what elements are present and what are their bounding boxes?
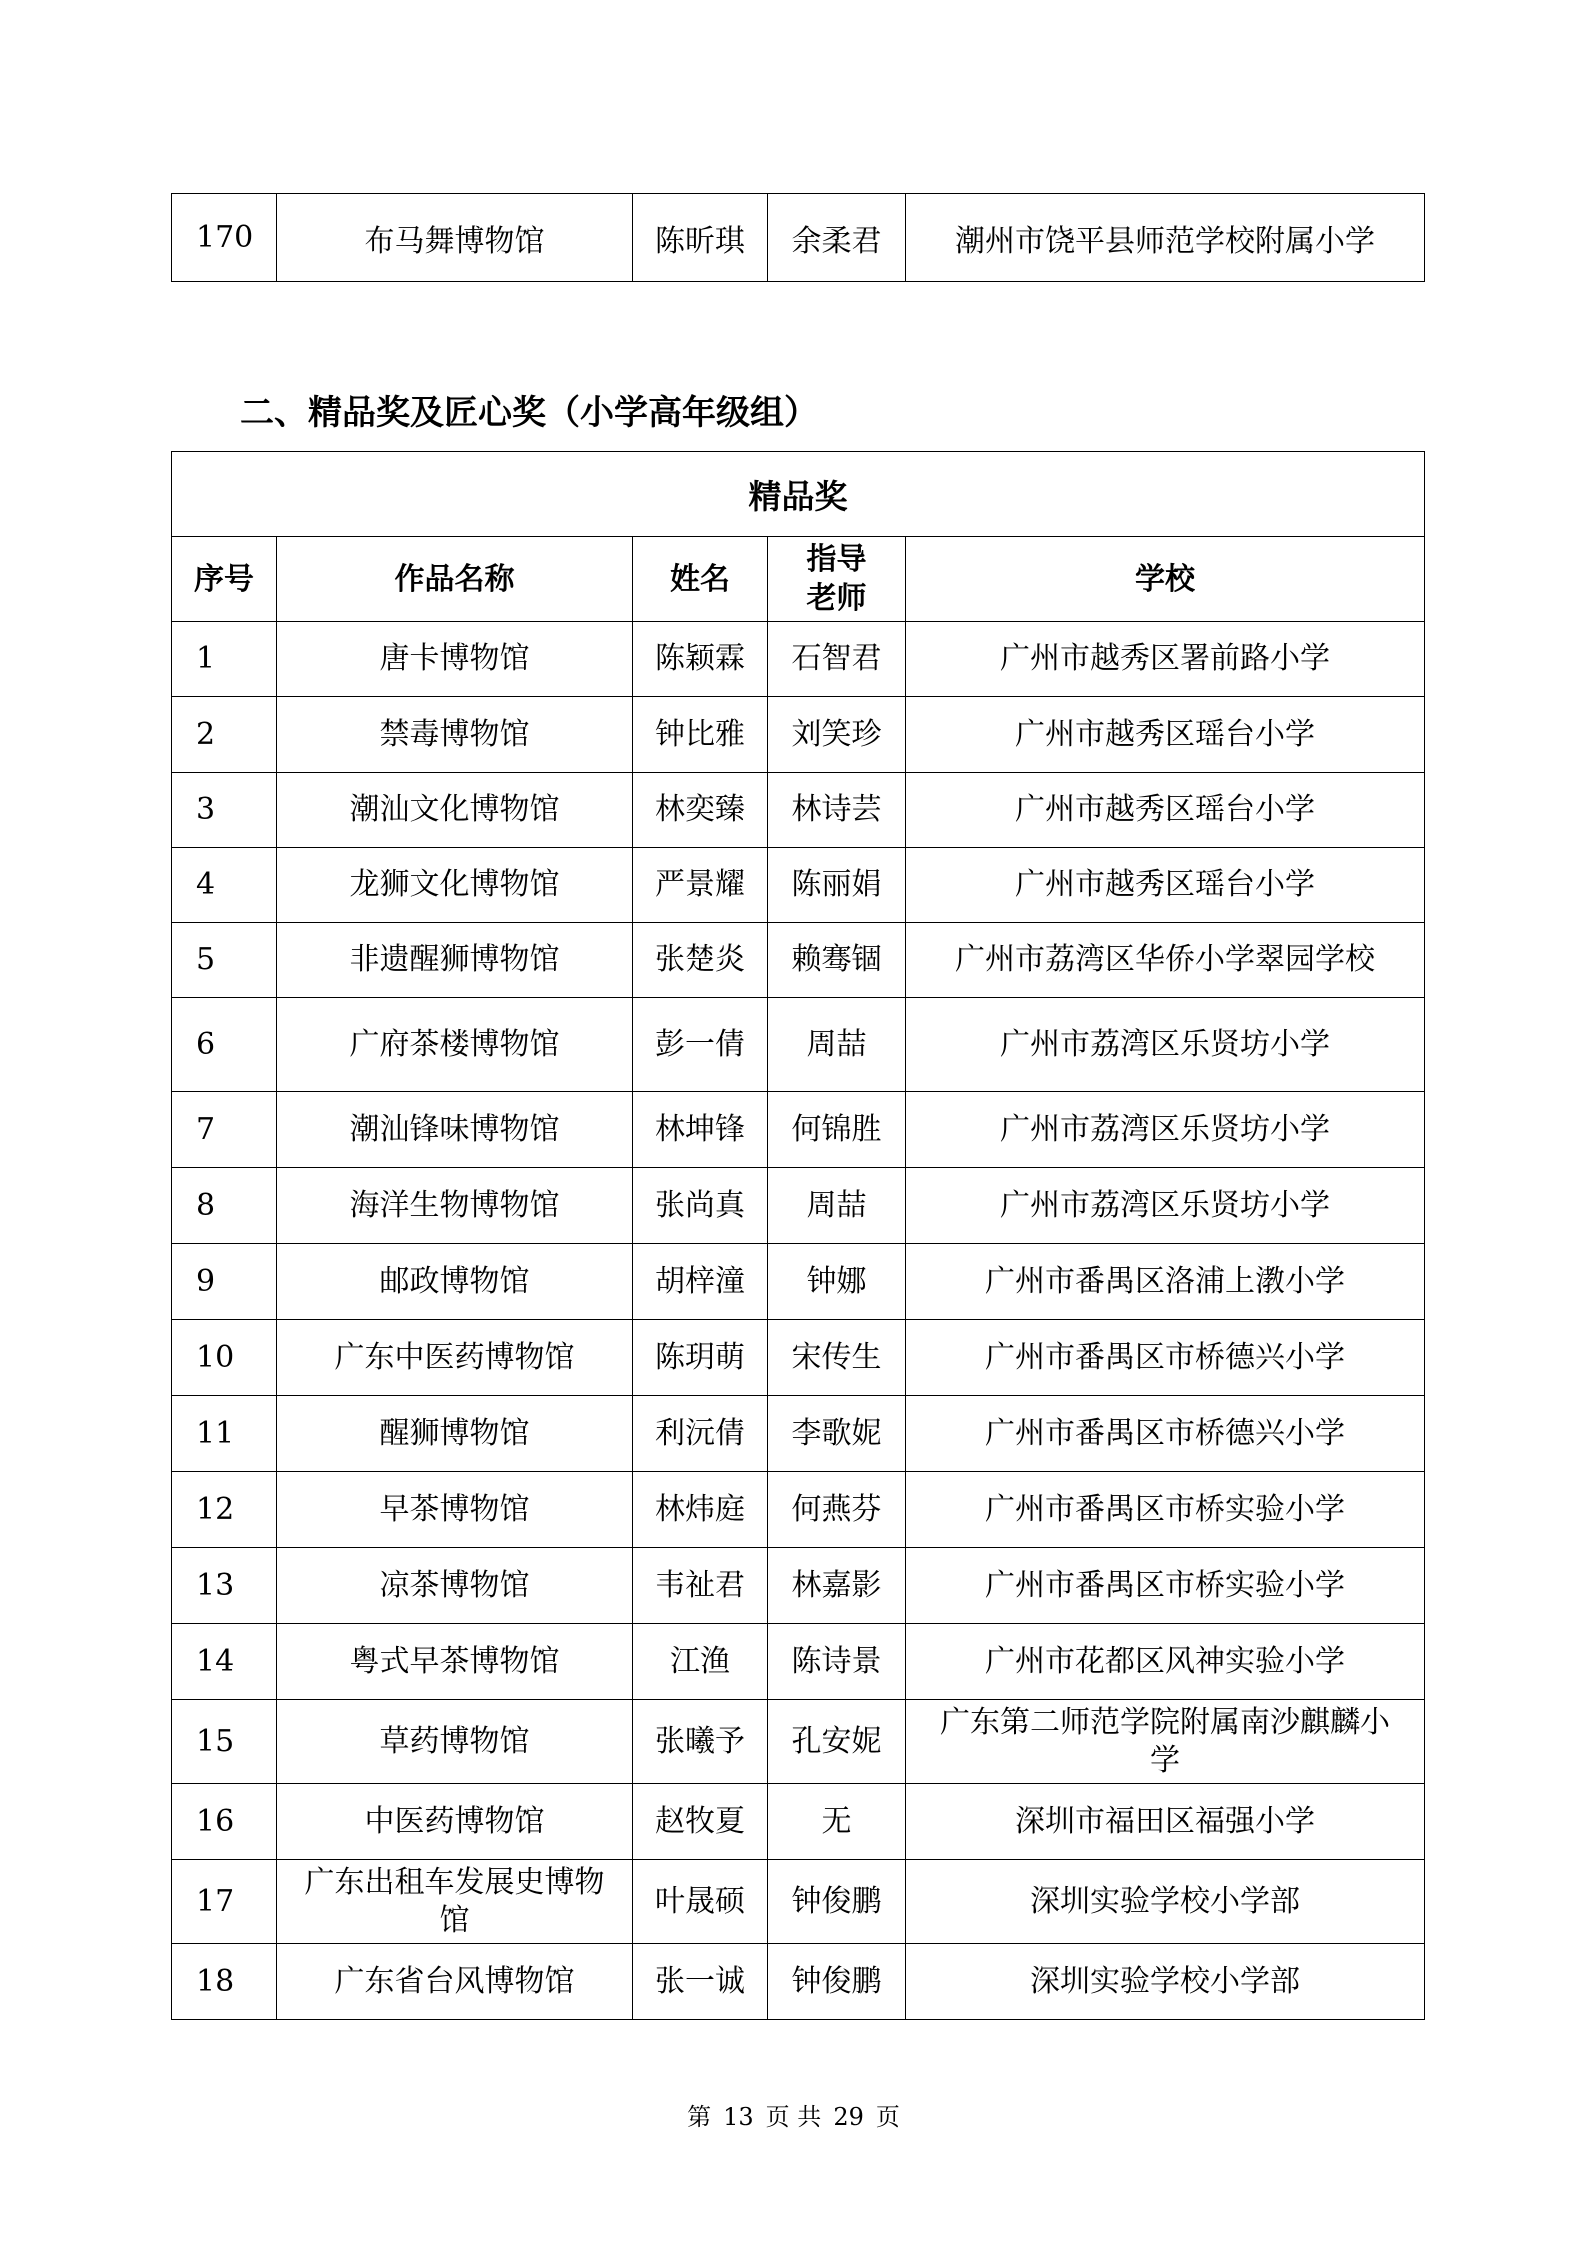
cell-teacher: 钟俊鹏 xyxy=(768,1944,906,2020)
award-table xyxy=(171,451,1425,2020)
footer-total-pages: 29 xyxy=(833,2103,864,2131)
cell-name: 彭一倩 xyxy=(633,998,768,1092)
cell-work: 粤式早茶博物馆 xyxy=(277,1624,633,1700)
cell-work: 中医药博物馆 xyxy=(277,1784,633,1860)
cell-teacher: 赖骞锢 xyxy=(768,923,906,998)
footer-suffix: 页 xyxy=(875,2103,900,2131)
header-no: 序号 xyxy=(172,537,277,622)
cell-name: 陈颖霖 xyxy=(633,622,768,697)
cell-school: 广州市越秀区瑶台小学 xyxy=(906,848,1425,923)
header-work: 作品名称 xyxy=(277,537,633,622)
column-header-row xyxy=(172,537,1425,622)
cell-name: 张尚真 xyxy=(633,1168,768,1244)
cell-work: 广东中医药博物馆 xyxy=(277,1320,633,1396)
cell-school: 深圳实验学校小学部 xyxy=(906,1860,1425,1944)
footer-page-number: 13 xyxy=(723,2103,754,2131)
cell-teacher: 孔安妮 xyxy=(768,1700,906,1784)
cell-name: 林奕臻 xyxy=(633,773,768,848)
cell-no: 170 xyxy=(172,194,277,282)
table-row xyxy=(172,923,1425,998)
cell-work: 广东省台风博物馆 xyxy=(277,1944,633,2020)
cell-school: 广州市越秀区署前路小学 xyxy=(906,622,1425,697)
cell-no: 16 xyxy=(172,1784,277,1860)
table-row xyxy=(172,1784,1425,1860)
award-table-body xyxy=(172,622,1425,2020)
cell-name: 张一诚 xyxy=(633,1944,768,2020)
cell-name: 利沅倩 xyxy=(633,1396,768,1472)
cell-teacher: 宋传生 xyxy=(768,1320,906,1396)
cell-teacher: 陈丽娟 xyxy=(768,848,906,923)
table-row xyxy=(172,194,1425,282)
previous-table-continuation xyxy=(171,193,1425,282)
table-row xyxy=(172,697,1425,773)
cell-name: 陈昕琪 xyxy=(633,194,768,282)
cell-name: 叶晟硕 xyxy=(633,1860,768,1944)
cell-no: 17 xyxy=(172,1860,277,1944)
cell-school: 广州市番禺区洛浦上漖小学 xyxy=(906,1244,1425,1320)
cell-teacher: 周喆 xyxy=(768,1168,906,1244)
table-row xyxy=(172,1396,1425,1472)
award-title-row xyxy=(172,452,1425,537)
cell-school: 广州市番禺区市桥实验小学 xyxy=(906,1548,1425,1624)
cell-school: 广州市番禺区市桥实验小学 xyxy=(906,1472,1425,1548)
cell-school: 潮州市饶平县师范学校附属小学 xyxy=(906,194,1425,282)
table-row xyxy=(172,1624,1425,1700)
cell-name: 林坤锋 xyxy=(633,1092,768,1168)
cell-name: 严景耀 xyxy=(633,848,768,923)
cell-work: 布马舞博物馆 xyxy=(277,194,633,282)
table-row xyxy=(172,998,1425,1092)
cell-school: 广州市荔湾区乐贤坊小学 xyxy=(906,1168,1425,1244)
cell-teacher: 石智君 xyxy=(768,622,906,697)
cell-no: 2 xyxy=(172,697,277,773)
cell-name: 张楚炎 xyxy=(633,923,768,998)
section-heading: 二、精品奖及匠心奖（小学高年级组） xyxy=(240,393,818,433)
cell-no: 18 xyxy=(172,1944,277,2020)
cell-name: 韦祉君 xyxy=(633,1548,768,1624)
cell-no: 9 xyxy=(172,1244,277,1320)
table-row xyxy=(172,1168,1425,1244)
cell-school: 广州市荔湾区乐贤坊小学 xyxy=(906,1092,1425,1168)
cell-no: 3 xyxy=(172,773,277,848)
cell-teacher: 李歌妮 xyxy=(768,1396,906,1472)
cell-work: 潮汕锋味博物馆 xyxy=(277,1092,633,1168)
cell-no: 8 xyxy=(172,1168,277,1244)
cell-school: 深圳市福田区福强小学 xyxy=(906,1784,1425,1860)
cell-school: 广州市番禺区市桥德兴小学 xyxy=(906,1396,1425,1472)
cell-teacher: 余柔君 xyxy=(768,194,906,282)
cell-work: 广府茶楼博物馆 xyxy=(277,998,633,1092)
cell-work: 潮汕文化博物馆 xyxy=(277,773,633,848)
cell-school: 广州市荔湾区华侨小学翠园学校 xyxy=(906,923,1425,998)
cell-teacher: 刘笑珍 xyxy=(768,697,906,773)
cell-work: 龙狮文化博物馆 xyxy=(277,848,633,923)
cell-teacher: 陈诗景 xyxy=(768,1624,906,1700)
cell-work: 醒狮博物馆 xyxy=(277,1396,633,1472)
cell-school: 广州市番禺区市桥德兴小学 xyxy=(906,1320,1425,1396)
table-row xyxy=(172,1860,1425,1944)
table-row xyxy=(172,1548,1425,1624)
cell-name: 江渔 xyxy=(633,1624,768,1700)
header-teacher xyxy=(768,537,906,622)
cell-teacher: 何锦胜 xyxy=(768,1092,906,1168)
cell-name: 胡梓潼 xyxy=(633,1244,768,1320)
award-title: 精品奖 xyxy=(172,452,1425,537)
table-row xyxy=(172,848,1425,923)
cell-teacher: 林诗芸 xyxy=(768,773,906,848)
cell-no: 4 xyxy=(172,848,277,923)
cell-work: 早茶博物馆 xyxy=(277,1472,633,1548)
cell-school: 广州市越秀区瑶台小学 xyxy=(906,773,1425,848)
cell-work: 邮政博物馆 xyxy=(277,1244,633,1320)
table-row xyxy=(172,1472,1425,1548)
cell-work: 禁毒博物馆 xyxy=(277,697,633,773)
table-row xyxy=(172,1244,1425,1320)
cell-teacher: 无 xyxy=(768,1784,906,1860)
cell-no: 14 xyxy=(172,1624,277,1700)
cell-teacher: 钟俊鹏 xyxy=(768,1860,906,1944)
table-row xyxy=(172,1944,1425,2020)
cell-school: 广州市越秀区瑶台小学 xyxy=(906,697,1425,773)
cell-school: 广东第二师范学院附属南沙麒麟小学 xyxy=(906,1700,1425,1784)
cell-no: 7 xyxy=(172,1092,277,1168)
table-row xyxy=(172,1320,1425,1396)
cell-school: 深圳实验学校小学部 xyxy=(906,1944,1425,2020)
cell-work: 唐卡博物馆 xyxy=(277,622,633,697)
table-row xyxy=(172,1092,1425,1168)
cell-teacher: 钟娜 xyxy=(768,1244,906,1320)
footer-mid: 页 共 xyxy=(765,2103,822,2131)
cell-teacher: 周喆 xyxy=(768,998,906,1092)
cell-name: 钟比雅 xyxy=(633,697,768,773)
cell-work: 广东出租车发展史博物馆 xyxy=(277,1860,633,1944)
cell-no: 15 xyxy=(172,1700,277,1784)
cell-name: 赵牧夏 xyxy=(633,1784,768,1860)
footer-prefix: 第 xyxy=(687,2103,712,2131)
cell-teacher: 何燕芬 xyxy=(768,1472,906,1548)
cell-no: 6 xyxy=(172,998,277,1092)
cell-school: 广州市荔湾区乐贤坊小学 xyxy=(906,998,1425,1092)
cell-no: 11 xyxy=(172,1396,277,1472)
cell-work: 草药博物馆 xyxy=(277,1700,633,1784)
header-school: 学校 xyxy=(906,537,1425,622)
cell-no: 10 xyxy=(172,1320,277,1396)
cell-work: 非遗醒狮博物馆 xyxy=(277,923,633,998)
cell-no: 12 xyxy=(172,1472,277,1548)
cell-work: 海洋生物博物馆 xyxy=(277,1168,633,1244)
cell-work: 凉茶博物馆 xyxy=(277,1548,633,1624)
cell-no: 5 xyxy=(172,923,277,998)
cell-teacher: 林嘉影 xyxy=(768,1548,906,1624)
table-row xyxy=(172,1700,1425,1784)
cell-name: 张曦予 xyxy=(633,1700,768,1784)
header-teacher-label: 指导老师 xyxy=(806,542,867,616)
cell-no: 13 xyxy=(172,1548,277,1624)
table-row xyxy=(172,773,1425,848)
table-row xyxy=(172,622,1425,697)
cell-name: 陈玥萌 xyxy=(633,1320,768,1396)
cell-school: 广州市花都区风神实验小学 xyxy=(906,1624,1425,1700)
page-footer xyxy=(0,2097,1587,2132)
cell-no: 1 xyxy=(172,622,277,697)
cell-name: 林炜庭 xyxy=(633,1472,768,1548)
header-name: 姓名 xyxy=(633,537,768,622)
